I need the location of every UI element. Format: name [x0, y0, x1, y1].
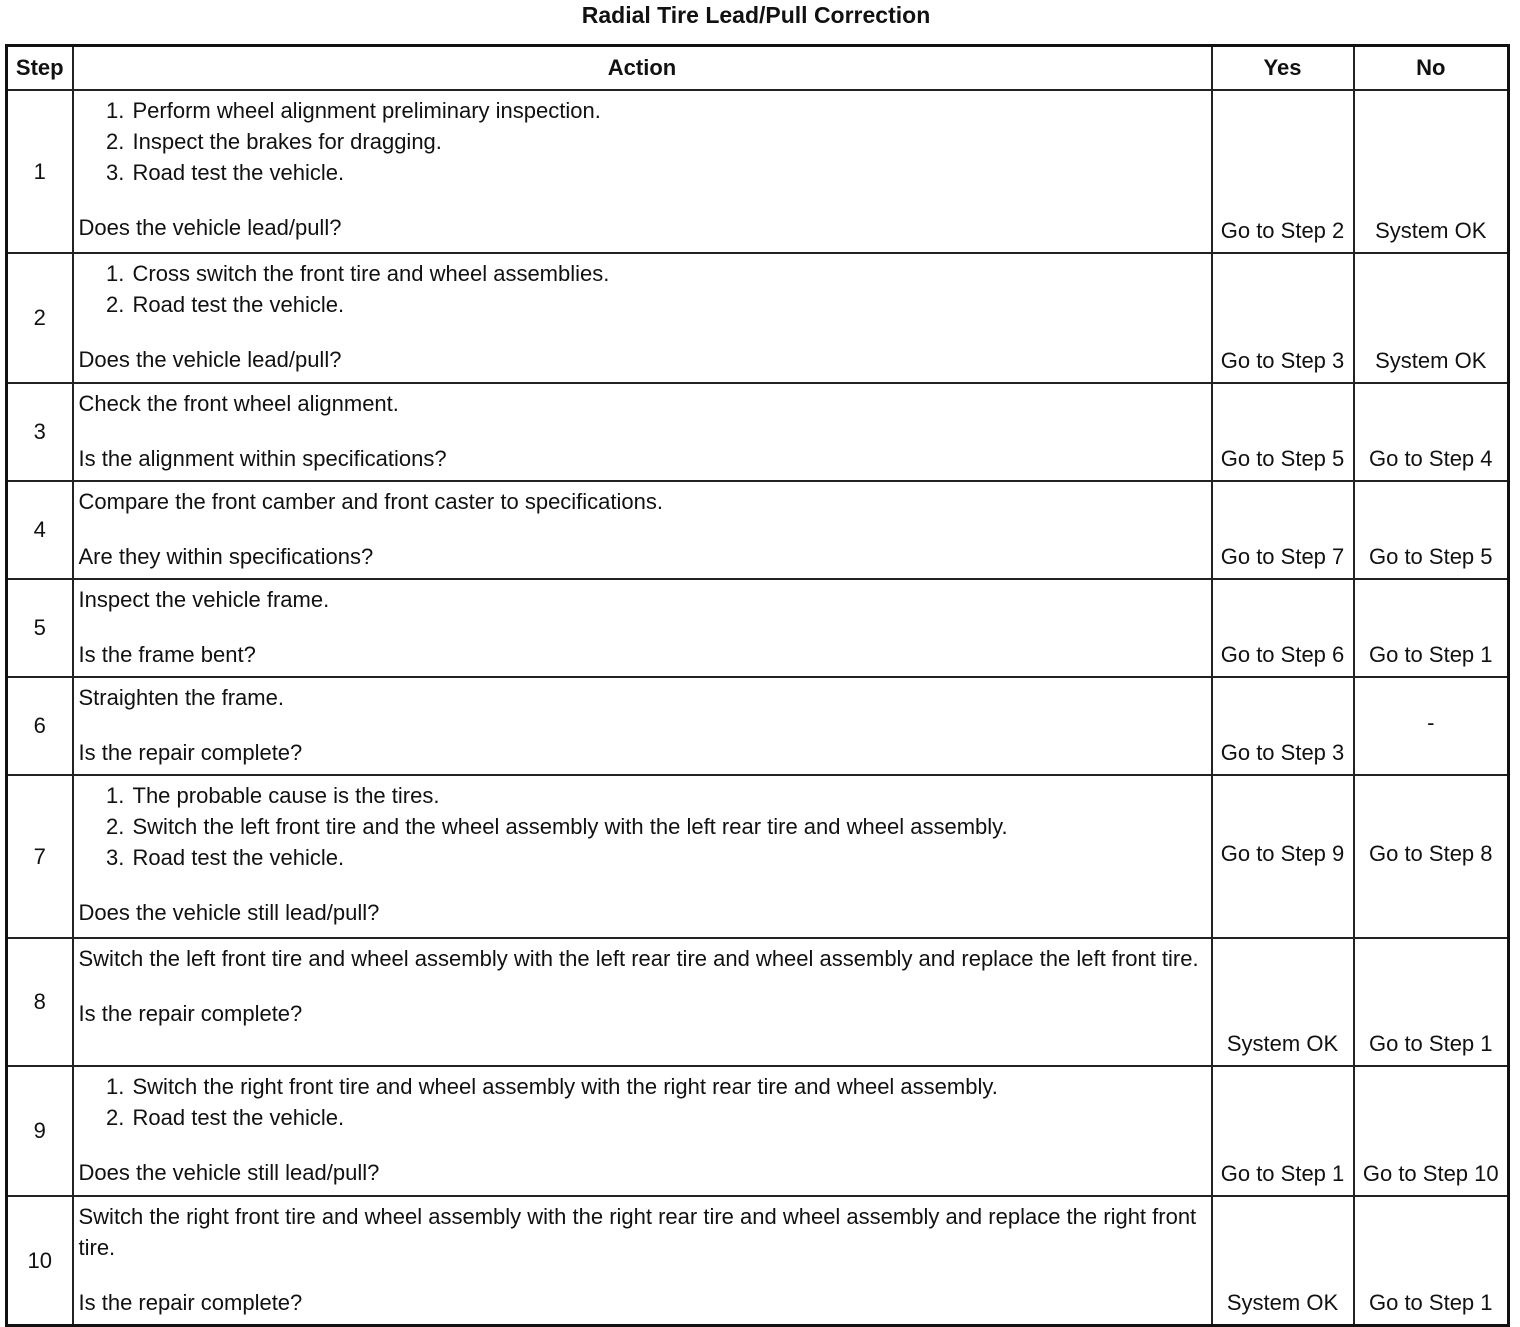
action-list [79, 95, 1206, 188]
no-outcome: Go to Step 1 [1354, 1196, 1509, 1326]
yes-outcome: Go to Step 1 [1212, 1066, 1354, 1196]
action-text: Straighten the frame. [78, 685, 284, 710]
list-item: 2. Switch the left front tire and the wheel assembly with the left rear tire and wheel assembly. [131, 811, 1206, 842]
list-item: 1. Switch the right front tire and wheel assembly with the right rear tire and wheel assembly. [131, 1071, 1206, 1102]
table-row [7, 775, 1509, 938]
step-number: 9 [7, 1066, 73, 1196]
yes-outcome: Go to Step 9 [1212, 775, 1354, 938]
list-item: 1. Perform wheel alignment preliminary inspection. [131, 95, 1206, 126]
action-cell [73, 1066, 1212, 1196]
action-cell [73, 481, 1212, 579]
no-outcome: System OK [1354, 253, 1509, 383]
action-question: Is the alignment within specifications? [78, 446, 447, 471]
no-outcome: Go to Step 1 [1354, 938, 1509, 1066]
action-text: Inspect the vehicle frame. [78, 587, 330, 612]
action-text: Switch the left front tire and wheel assembly with the left rear tire and wheel assembly and replace the left front tire. [78, 946, 1199, 971]
action-cell [73, 253, 1212, 383]
action-question: Is the repair complete? [78, 1290, 303, 1315]
action-list [79, 258, 1206, 320]
table-title: Radial Tire Lead/Pull Correction [581, 2, 931, 28]
table-row [7, 677, 1509, 775]
list-item: 2. Road test the vehicle. [131, 289, 1206, 320]
yes-outcome: Go to Step 2 [1212, 90, 1354, 253]
action-question: Is the repair complete? [78, 1001, 303, 1026]
list-item: 1. The probable cause is the tires. [131, 780, 1206, 811]
yes-outcome: System OK [1212, 938, 1354, 1066]
action-cell [73, 579, 1212, 677]
action-question: Is the frame bent? [78, 642, 256, 667]
step-number: 8 [7, 938, 73, 1066]
table-row [7, 938, 1509, 1066]
action-cell [73, 938, 1212, 1066]
no-outcome: Go to Step 10 [1354, 1066, 1509, 1196]
step-number: 1 [7, 90, 73, 253]
diagnostic-table [5, 44, 1510, 1327]
action-question: Does the vehicle still lead/pull? [78, 1160, 380, 1185]
yes-outcome: Go to Step 6 [1212, 579, 1354, 677]
list-item: 1. Cross switch the front tire and wheel assemblies. [131, 258, 1206, 289]
yes-outcome: Go to Step 7 [1212, 481, 1354, 579]
header-step: Step [7, 46, 73, 91]
header-row [7, 46, 1509, 91]
header-yes: Yes [1212, 46, 1354, 91]
table-row [7, 253, 1509, 383]
action-list [79, 1071, 1206, 1133]
action-question: Does the vehicle lead/pull? [78, 215, 342, 240]
step-number: 7 [7, 775, 73, 938]
yes-outcome: Go to Step 3 [1212, 253, 1354, 383]
no-outcome: Go to Step 1 [1354, 579, 1509, 677]
no-outcome: System OK [1354, 90, 1509, 253]
action-cell [73, 383, 1212, 481]
step-number: 5 [7, 579, 73, 677]
step-number: 10 [7, 1196, 73, 1326]
no-outcome: Go to Step 4 [1354, 383, 1509, 481]
yes-outcome: Go to Step 3 [1212, 677, 1354, 775]
action-text: Compare the front camber and front caster to specifications. [78, 489, 664, 514]
table-row [7, 1066, 1509, 1196]
action-question: Does the vehicle still lead/pull? [78, 900, 380, 925]
list-item: 3. Road test the vehicle. [131, 157, 1206, 188]
step-number: 4 [7, 481, 73, 579]
step-number: 2 [7, 253, 73, 383]
action-question: Does the vehicle lead/pull? [78, 347, 342, 372]
no-outcome: - [1354, 677, 1509, 775]
table-row [7, 579, 1509, 677]
action-cell [73, 90, 1212, 253]
action-text: Check the front wheel alignment. [78, 391, 399, 416]
no-outcome: Go to Step 5 [1354, 481, 1509, 579]
table-row [7, 1196, 1509, 1326]
action-cell [73, 775, 1212, 938]
action-cell [73, 1196, 1212, 1326]
action-cell [73, 677, 1212, 775]
step-number: 3 [7, 383, 73, 481]
step-number: 6 [7, 677, 73, 775]
yes-outcome: System OK [1212, 1196, 1354, 1326]
action-question: Is the repair complete? [78, 740, 303, 765]
action-list [79, 780, 1206, 873]
header-no: No [1354, 46, 1509, 91]
list-item: 3. Road test the vehicle. [131, 842, 1206, 873]
table-row [7, 90, 1509, 253]
no-outcome: Go to Step 8 [1354, 775, 1509, 938]
action-question: Are they within specifications? [78, 544, 374, 569]
action-text: Switch the right front tire and wheel assembly with the right rear tire and wheel assembly and replace the right front tire. [78, 1204, 1197, 1260]
header-action: Action [73, 46, 1212, 91]
list-item: 2. Road test the vehicle. [131, 1102, 1206, 1133]
table-row [7, 383, 1509, 481]
yes-outcome: Go to Step 5 [1212, 383, 1354, 481]
list-item: 2. Inspect the brakes for dragging. [131, 126, 1206, 157]
table-row [7, 481, 1509, 579]
